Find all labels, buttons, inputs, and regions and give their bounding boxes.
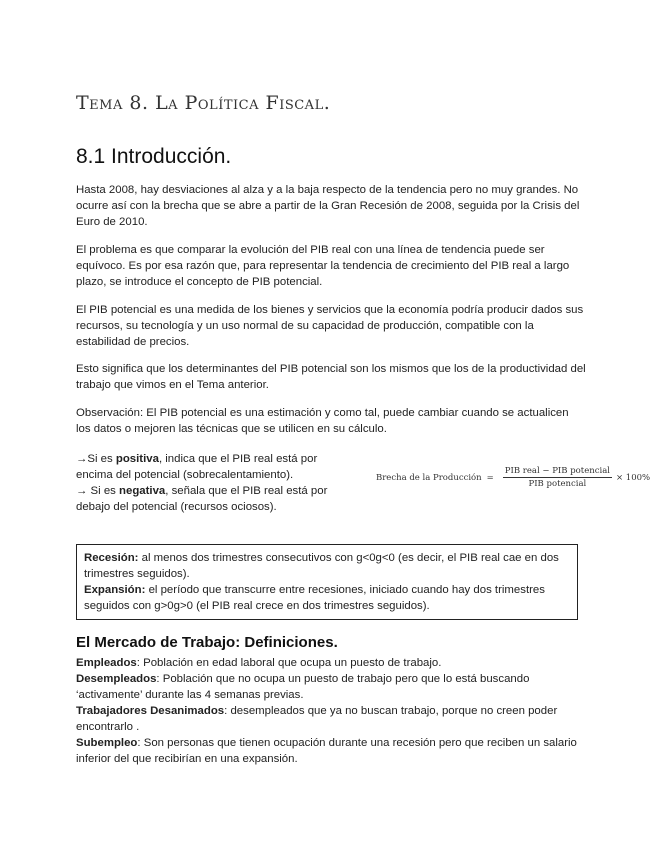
labor-definitions	[76, 655, 586, 767]
formula-lhs: Brecha de la Producción	[376, 472, 482, 483]
definitions-box	[76, 544, 578, 620]
recesion-definition: Recesión: al menos dos trimestres consecutivos con g<0g<0 (es decir, el PIB real cae en dos trimestres seguidos).	[84, 552, 559, 580]
definition-trabajadores-desanimados: Trabajadores Desanimados: desempleados que ya no buscan trabajo, porque no creen poder encontrarlo .	[76, 705, 558, 733]
formula-denominator: PIB potencial	[528, 479, 587, 489]
positive-gap-note: →Si es positiva, indica que el PIB real está por encima del potencial (sobrecalentamiento).	[76, 453, 318, 481]
expansion-definition: Expansión: el período que transcurre entre recesiones, iniciado cuando hay dos trimestres seguidos con g>0g>0 (el PIB real crece en dos trimestres seguidos).	[84, 584, 545, 612]
output-gap-formula	[376, 466, 650, 489]
gap-interpretation	[76, 451, 356, 515]
definition-empleados: Empleados: Población en edad laboral que ocupa un puesto de trabajo.	[76, 657, 442, 669]
paragraph-brecha: Hasta 2008, hay desviaciones al alza y a la baja respecto de la tendencia pero no muy grandes. No ocurre así con la brecha que se abre a partir de la Gran Recesión de 2008, seguida por la Crisis del Euro de 2010.	[76, 184, 580, 228]
formula-numerator: PIB real − PIB potencial	[504, 466, 610, 476]
labor-market-title: El Mercado de Trabajo: Definiciones.	[76, 634, 338, 651]
formula-fraction	[503, 466, 612, 489]
paragraph-observacion: Observación: El PIB potencial es una estimación y como tal, puede cambiar cuando se actualicen los datos o mejoren las técnicas que se utilicen en su cálculo.	[76, 407, 569, 435]
paragraph-determinantes: Esto significa que los determinantes del PIB potencial son los mismos que los de la productividad del trabajo que vimos en el Tema anterior.	[76, 363, 586, 391]
paragraph-problema: El problema es que comparar la evolución del PIB real con una línea de tendencia puede ser equívoco. Es por esa razón que, para representar la tendencia de crecimiento del PIB real a largo plazo, se introduce el concepto de PIB potencial.	[76, 244, 570, 288]
formula-equals: =	[486, 472, 494, 483]
definition-desempleados: Desempleados: Población que no ocupa un puesto de trabajo pero que lo está buscando ‘activamente’ durante las 4 semanas previas.	[76, 673, 530, 701]
definition-subempleo: Subempleo: Son personas que tienen ocupación durante una recesión pero que reciben un salario inferior del que recibirían en una expansión.	[76, 737, 577, 765]
section-title: 8.1 Introducción.	[76, 145, 232, 168]
formula-factor: × 100%	[615, 472, 651, 483]
paragraph-pib-potencial: El PIB potencial es una medida de los bienes y servicios que la economía podría producir dados sus recursos, su tecnología y un uso normal de su capacidad de producción, compatible con la estabilidad de precios.	[76, 304, 584, 348]
page-title: Tema 8. La Política Fiscal.	[76, 92, 331, 114]
negative-gap-note: → Si es negativa, señala que el PIB real está por debajo del potencial (recursos ociosos).	[76, 485, 328, 513]
